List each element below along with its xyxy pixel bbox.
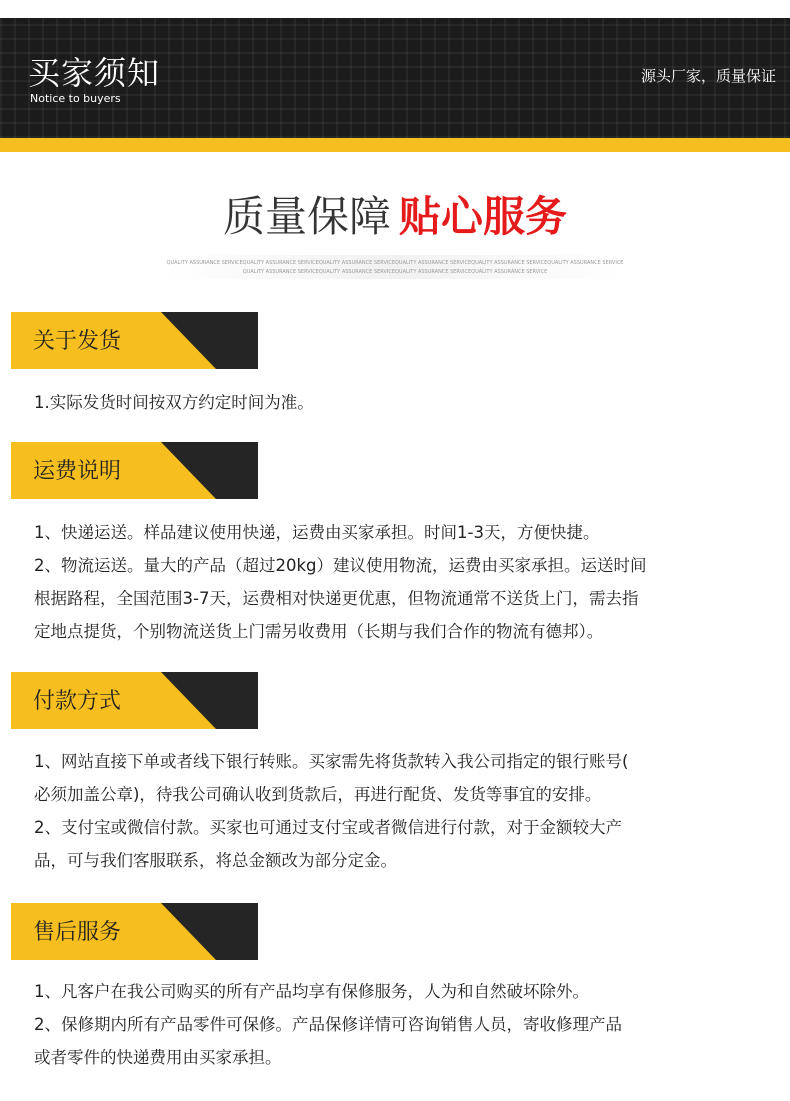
section-body-shipping — [34, 386, 774, 419]
section-title: 售后服务 — [33, 920, 122, 945]
header-tagline: 源头厂家，质量保证 — [640, 67, 776, 85]
section-title: 付款方式 — [33, 689, 122, 714]
body-line: 根据路程，全国范围3-7天，运费相对快递更优惠，但物流通常不送货上门，需去指 — [34, 589, 639, 608]
banner-title-part2: 贴心服务 — [399, 192, 568, 241]
banner-sub-tagline — [165, 255, 625, 279]
header-banner — [0, 18, 790, 138]
banner-title-part1: 质量保障 — [222, 192, 391, 241]
header-accent-stripe — [0, 138, 790, 152]
body-line: 定地点提货，个别物流送货上门需另收费用（长期与我们合作的物流有德邦）。 — [34, 622, 604, 641]
body-line: 2、保修期内所有产品零件可保修。产品保修详情可咨询销售人员，寄收修理产品 — [34, 1015, 622, 1034]
banner-title — [0, 184, 790, 244]
section-header-shipping — [11, 312, 258, 369]
section-title: 关于发货 — [33, 329, 122, 354]
body-line: 或者零件的快递费用由买家承担。 — [34, 1048, 282, 1067]
section-body-freight — [34, 516, 774, 648]
body-line: 2、物流运送。量大的产品（超过20kg）建议使用物流，运费由买家承担。运送时间 — [34, 556, 647, 575]
header-subtitle: Notice to buyers — [30, 92, 121, 105]
banner-sub-line2: QUALITY ASSURANCE SERVICEQUALITY ASSURANCE SERVICEQUALITY ASSURANCE SERVICEQUALITY ASSURANCE SERVICE — [242, 269, 548, 275]
section-header-after-sales — [11, 903, 258, 960]
body-line: 品，可与我们客服联系，将总金额改为部分定金。 — [34, 851, 397, 870]
banner-sub-line1: QUALITY ASSURANCE SERVICEQUALITY ASSURANCE SERVICEQUALITY ASSURANCE SERVICEQUALITY ASSURANCE SERVICEQUALITY ASSURANCE SERVICEQUALITY ASSURANCE SERVICE — [166, 260, 624, 266]
body-line: 2、支付宝或微信付款。买家也可通过支付宝或者微信进行付款，对于金额较大产 — [34, 818, 622, 837]
body-line: 1、网站直接下单或者线下银行转账。买家需先将货款转入我公司指定的银行账号( — [34, 752, 629, 771]
body-line: 1、快递运送。样品建议使用快递，运费由买家承担。时间1-3天，方便快捷。 — [34, 523, 600, 542]
body-line: 1、凡客户在我公司购买的所有产品均享有保修服务，人为和自然破坏除外。 — [34, 982, 589, 1001]
section-title: 运费说明 — [33, 459, 122, 484]
body-line: 1.实际发货时间按双方约定时间为准。 — [34, 393, 314, 412]
section-body-payment — [34, 745, 774, 877]
header-title: 买家须知 — [28, 54, 161, 92]
section-header-freight — [11, 442, 258, 499]
section-header-payment — [11, 672, 258, 729]
body-line: 必须加盖公章)，待我公司确认收到货款后，再进行配货、发货等事宜的安排。 — [34, 785, 602, 804]
section-body-after-sales — [34, 975, 774, 1074]
